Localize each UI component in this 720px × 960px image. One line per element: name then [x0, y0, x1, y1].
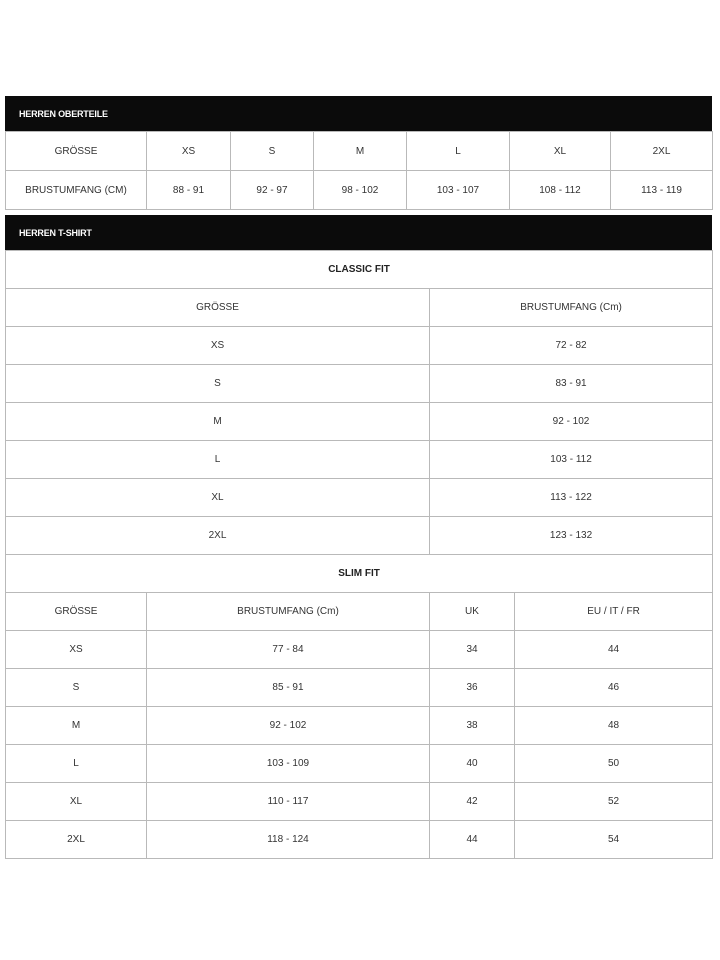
oberteile-title-bar: [5, 96, 712, 131]
slim-fit-title: SLIM FIT: [6, 555, 713, 593]
size-cell: L: [407, 132, 510, 171]
eu-cell: 46: [515, 669, 713, 707]
table-row: [6, 479, 713, 517]
table-row: [6, 171, 713, 210]
chest-cell: 103 - 109: [147, 745, 430, 783]
size-cell: L: [6, 745, 147, 783]
table-row: [6, 555, 713, 593]
size-cell: S: [231, 132, 314, 171]
chest-cell: 88 - 91: [147, 171, 231, 210]
chest-cell: 103 - 107: [407, 171, 510, 210]
size-cell: XS: [147, 132, 231, 171]
chest-cell: 83 - 91: [430, 365, 713, 403]
chest-cell: 77 - 84: [147, 631, 430, 669]
uk-cell: 44: [430, 821, 515, 859]
eu-cell: 48: [515, 707, 713, 745]
tshirt-title-bar: [5, 215, 712, 250]
size-cell: S: [6, 669, 147, 707]
uk-cell: 38: [430, 707, 515, 745]
table-row: [6, 289, 713, 327]
eu-cell: 50: [515, 745, 713, 783]
table-row: [6, 593, 713, 631]
chest-cell: 98 - 102: [314, 171, 407, 210]
column-header: UK: [430, 593, 515, 631]
chest-cell: 103 - 112: [430, 441, 713, 479]
table-row: [6, 441, 713, 479]
table-row: [6, 745, 713, 783]
column-header: BRUSTUMFANG (Cm): [147, 593, 430, 631]
table-row: [6, 251, 713, 289]
uk-cell: 42: [430, 783, 515, 821]
eu-cell: 44: [515, 631, 713, 669]
tshirt-size-table: [5, 250, 713, 859]
size-cell: 2XL: [611, 132, 713, 171]
oberteile-title: HERREN OBERTEILE: [19, 108, 108, 119]
chest-cell: 92 - 97: [231, 171, 314, 210]
column-header: GRÖSSE: [6, 289, 430, 327]
size-cell: M: [6, 707, 147, 745]
size-cell: XL: [510, 132, 611, 171]
size-cell: XS: [6, 327, 430, 365]
size-cell: XS: [6, 631, 147, 669]
classic-fit-title: CLASSIC FIT: [6, 251, 713, 289]
eu-cell: 54: [515, 821, 713, 859]
table-row: [6, 327, 713, 365]
chest-cell: 113 - 119: [611, 171, 713, 210]
oberteile-section: [5, 96, 712, 210]
tshirt-section: [5, 215, 712, 859]
size-cell: 2XL: [6, 517, 430, 555]
size-cell: XL: [6, 783, 147, 821]
size-cell: L: [6, 441, 430, 479]
header-cell: GRÖSSE: [6, 132, 147, 171]
chest-cell: 118 - 124: [147, 821, 430, 859]
table-row: [6, 783, 713, 821]
chest-cell: 72 - 82: [430, 327, 713, 365]
table-row: [6, 631, 713, 669]
header-cell: BRUSTUMFANG (CM): [6, 171, 147, 210]
uk-cell: 36: [430, 669, 515, 707]
size-cell: 2XL: [6, 821, 147, 859]
column-header: GRÖSSE: [6, 593, 147, 631]
table-row: [6, 707, 713, 745]
size-cell: M: [314, 132, 407, 171]
column-header: BRUSTUMFANG (Cm): [430, 289, 713, 327]
tshirt-title: HERREN T-SHIRT: [19, 227, 92, 238]
table-row: [6, 403, 713, 441]
table-row: [6, 669, 713, 707]
size-cell: XL: [6, 479, 430, 517]
chest-cell: 85 - 91: [147, 669, 430, 707]
chest-cell: 108 - 112: [510, 171, 611, 210]
table-row: [6, 821, 713, 859]
chest-cell: 113 - 122: [430, 479, 713, 517]
chest-cell: 92 - 102: [147, 707, 430, 745]
size-cell: M: [6, 403, 430, 441]
table-row: [6, 365, 713, 403]
eu-cell: 52: [515, 783, 713, 821]
table-row: [6, 517, 713, 555]
chest-cell: 110 - 117: [147, 783, 430, 821]
oberteile-size-table: [5, 131, 713, 210]
chest-cell: 123 - 132: [430, 517, 713, 555]
size-cell: S: [6, 365, 430, 403]
column-header: EU / IT / FR: [515, 593, 713, 631]
uk-cell: 34: [430, 631, 515, 669]
table-row: [6, 132, 713, 171]
uk-cell: 40: [430, 745, 515, 783]
chest-cell: 92 - 102: [430, 403, 713, 441]
